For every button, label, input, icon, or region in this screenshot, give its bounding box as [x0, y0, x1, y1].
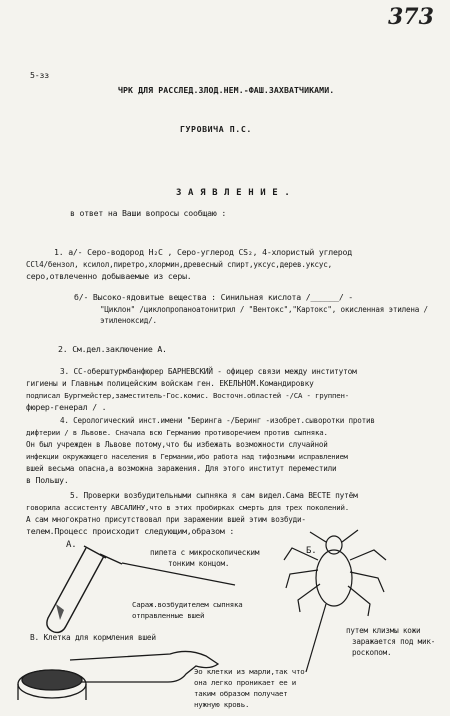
figure-label-a: А. [66, 540, 77, 550]
item5-line4: телем.Процесс происходит следующим,образом : [26, 526, 235, 536]
item4-line6: в Польшу. [26, 475, 69, 485]
item5-line1: 5. Проверки возбудительными сыпняка я сам видел.Сама ВЕСТЕ путём [70, 491, 358, 500]
item4-line3: Он был учрежден в Львове потому,что бы избежать возможности случайной [26, 440, 328, 449]
header-author: ГУРОВИЧА П.С. [180, 124, 252, 134]
page-number: 373 [388, 4, 434, 30]
item3-line2: гигиены и Главным полицейским войскам ген. ЕКЕЛЬНОМ.Командировку [26, 379, 314, 388]
item4-line1: 4. Серологический инст.имени "Беринга -/Беринг -изобрет.сыворотки против [60, 416, 375, 425]
louse-caption-1: путем клизмы кожи [346, 626, 421, 635]
item1a-line1: 1. а/- Серо-водород H₂C , Серо-углерод CS₂, 4-хлористый углерод [54, 247, 352, 257]
item4-line5: вшей весьма опасна,а возможна заражения. Для этого институт переместили [26, 464, 337, 473]
cage-caption-3: таким образом получает [194, 689, 288, 698]
cage-caption-1: Эо клетки из марли,так что [194, 667, 305, 676]
item3-line3: подписал Бургмейстер,заместитель-Гос.комис. Восточн.областей -/СА - группен- [26, 391, 349, 400]
pipette-caption-1: пипета с микроскопическим [150, 548, 260, 557]
item1b-line1: б/- Высоко-ядовитые вещества : Синильная кислота /______/ - [74, 292, 354, 302]
item3-line4: фюрер-генерал / . [26, 402, 107, 412]
marginal-code: 5-зз [30, 70, 49, 80]
pipette-caption-2: тонким концом. [168, 559, 230, 568]
header-organisation: ЧРК ДЛЯ РАССЛЕД.ЗЛОД.НЕМ.-ФАШ.ЗАХВАТЧИКАМИ. [118, 85, 335, 95]
test-tube-icon [47, 546, 122, 632]
item4-line4: инфекции окружающего населения в Германии,ибо работа над тифозными исправлением [26, 452, 348, 461]
hand-cage-icon [18, 651, 218, 700]
item4-line2: дифтерии / в Львове. Сначала всю Германию противоречием против сыпнякa. [26, 428, 328, 437]
document-title: З А Я В Л Е Н И Е . [176, 188, 291, 198]
louse-caption-2: заражается под мик- [352, 637, 436, 646]
pipette-caption-b1: Сараж.возбудителем сыпняка [132, 600, 243, 609]
item5-line2: говорила ассистенту АВСАЛИНУ,что в этих пробирках смерть для трех поколений. [26, 503, 349, 512]
item1b-line2: "Циклон" /циклопропаноатонитрил / "Вентокс","Картокс", окисленная этилена /этиленоксид/. [100, 305, 428, 326]
item1a-line2: CCl4/бензол, ксилол,пиретро,хлормин,древесный спирт,уксус,дерев.уксус, [26, 260, 333, 269]
intro-line: в ответ на Ваши вопросы сообщаю : [70, 208, 227, 218]
cage-caption-4: нужную кровь. [194, 700, 250, 709]
cage-label: В. Клетка для кормления вшей [30, 633, 156, 642]
item5-line3: А сам многократно присутствовал при заражении вшей этим возбуди- [26, 515, 306, 524]
item2-line: 2. См.дел.заключение А. [58, 344, 167, 354]
pipette-caption-b2: отправленные вшей [132, 611, 205, 620]
item1a-line3: серо,отвлеченно добываемые из серы. [26, 271, 192, 281]
louse-caption-3: роскопом. [352, 648, 392, 657]
figure-label-b: Б. [306, 546, 317, 556]
item3-line1: 3. СС-оберштурмбанфюрер БАРНЕВСКИЙ - офицер связи между институтом [60, 367, 357, 376]
cage-caption-2: она легко проникает ее и [194, 678, 296, 687]
